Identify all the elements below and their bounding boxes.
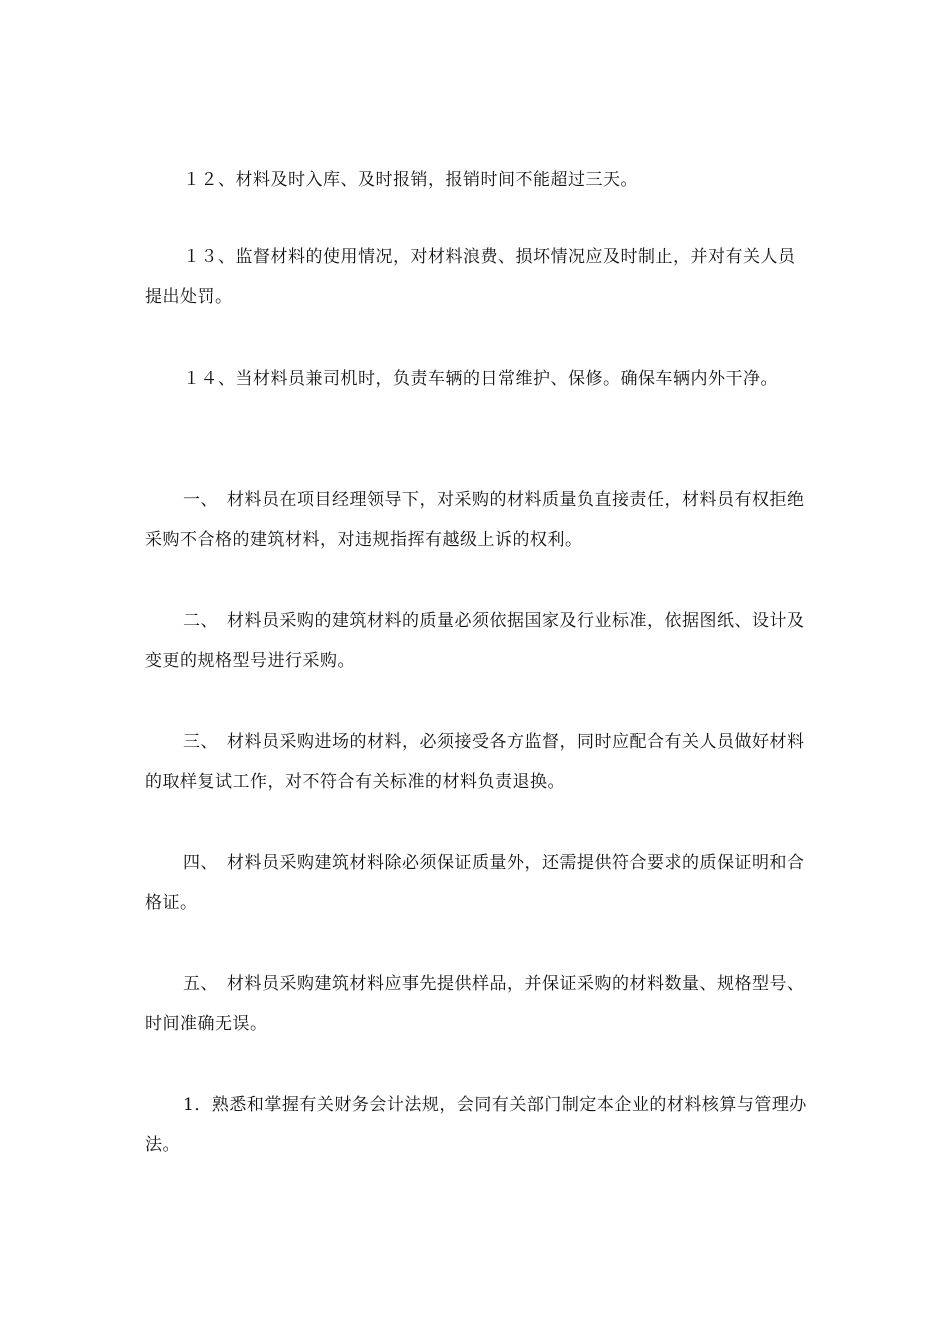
paragraph-item-13: １３、监督材料的使用情况，对材料浪费、损坏情况应及时制止，并对有关人员提出处罚。 <box>145 247 796 307</box>
paragraph-clause-4: 四、 材料员采购建筑材料除必须保证质量外，还需提供符合要求的质保证明和合格证。 <box>145 853 805 913</box>
paragraph-item-1: 1．熟悉和掌握有关财务会计法规，会同有关部门制定本企业的材料核算与管理办法。 <box>145 1095 807 1155</box>
paragraph-clause-1: 一、 材料员在项目经理领导下，对采购的材料质量负直接责任，材料员有权拒绝采购不合格的建筑材料，对违规指挥有越级上诉的权利。 <box>145 490 805 550</box>
paragraph-clause-5: 五、 材料员采购建筑材料应事先提供样品，并保证采购的材料数量、规格型号、时间准确无误。 <box>145 974 805 1034</box>
paragraph-item-14: １４、当材料员兼司机时，负责车辆的日常维护、保修。确保车辆内外干净。 <box>183 369 778 389</box>
paragraph-clause-2: 二、 材料员采购的建筑材料的质量必须依据国家及行业标准，依据图纸、设计及变更的规格型号进行采购。 <box>145 611 805 671</box>
paragraph-item-12: １２、材料及时入库、及时报销，报销时间不能超过三天。 <box>183 170 638 190</box>
paragraph-clause-3: 三、 材料员采购进场的材料，必须接受各方监督，同时应配合有关人员做好材料的取样复试工作，对不符合有关标准的材料负责退换。 <box>145 732 805 792</box>
